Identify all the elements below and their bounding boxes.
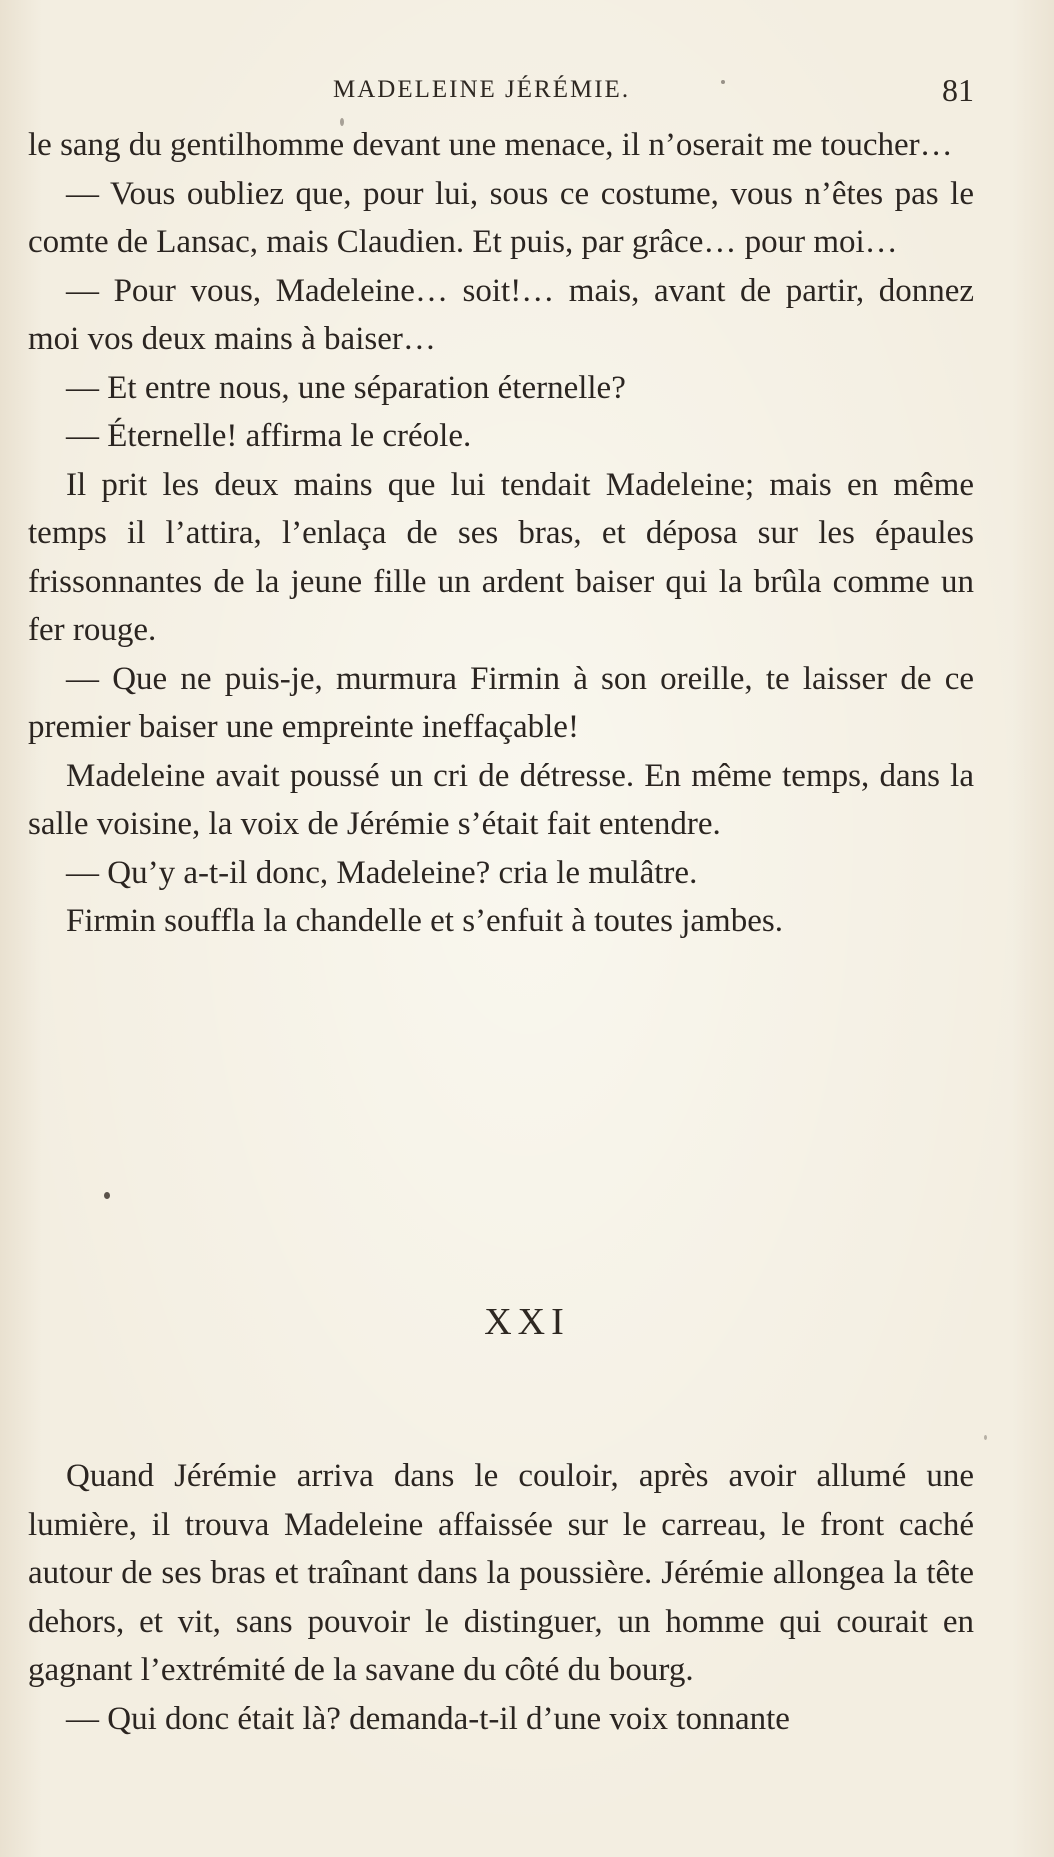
running-title: MADELEINE JÉRÉMIE. [333, 76, 631, 103]
running-head [28, 72, 974, 112]
paragraph: — Qu’y a-t-il donc, Madeleine? cria le mulâtre. [66, 854, 698, 891]
paragraph: Firmin souffla la chandelle et s’enfuit à toutes jambes. [66, 903, 783, 939]
text-block-after-chapter [28, 1452, 974, 1743]
page-number: 81 [942, 72, 974, 108]
ink-speck [340, 118, 344, 126]
paragraph: — Éternelle! affirma le créole. [66, 418, 472, 454]
paragraph: Il prit les deux mains que lui tendait Madeleine; mais en même temps il l’attira, l’enlaça de ses bras, et déposa sur les épaules frissonnantes de la jeune fille un ardent baiser qui la brûla comme un fer rouge. [28, 466, 974, 648]
paragraph: le sang du gentilhomme devant une menace, il n’oserait me toucher… [28, 127, 953, 163]
paragraph: Quand Jérémie arriva dans le couloir, après avoir allumé une lumière, il trouva Madeleine affaissée sur le carreau, le front caché autour de ses bras et traînant dans la poussière. Jérémie allongea la tête dehors, et vit, sans pouvoir le distinguer, un homme qui courait en gagnant l’extrémité de la savane du côté du bourg. [28, 1458, 974, 1688]
paragraph: — Et entre nous, une séparation éternelle? [66, 369, 626, 406]
paragraph: — Que ne puis-je, murmura Firmin à son oreille, te laisser de ce premier baiser une empreinte ineffaçable! [28, 660, 974, 745]
paragraph: — Qui donc était là? demanda-t-il d’une voix tonnante [66, 1700, 790, 1737]
chapter-heading: XXI [484, 1301, 570, 1343]
ink-speck [104, 1192, 110, 1199]
paragraph: — Vous oubliez que, pour lui, sous ce costume, vous n’êtes pas le comte de Lansac, mais Claudien. Et puis, par grâce… pour moi… [28, 175, 974, 260]
ink-speck [984, 1435, 987, 1440]
ink-speck [721, 80, 725, 84]
text-block-before-chapter [28, 121, 974, 946]
paragraph: Madeleine avait poussé un cri de détresse. En même temps, dans la salle voisine, la voix de Jérémie s’était fait entendre. [28, 757, 974, 842]
paragraph: — Pour vous, Madeleine… soit!… mais, avant de partir, donnez moi vos deux mains à baiser… [28, 272, 974, 357]
